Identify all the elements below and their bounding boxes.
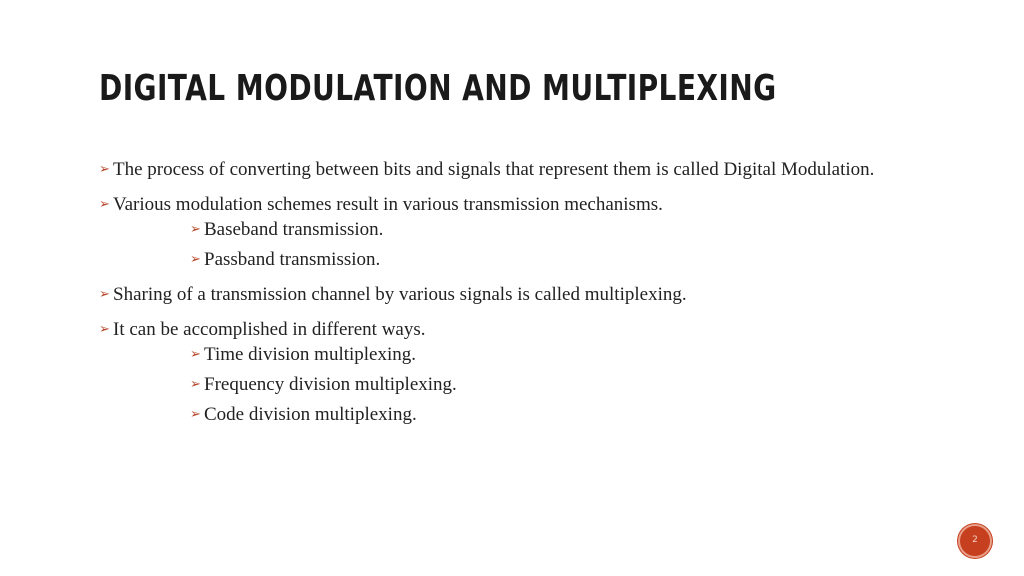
sub-bullet-item xyxy=(190,373,899,396)
arrow-bullet-icon: ➢ xyxy=(190,377,201,392)
sub-bullet-text: Passband transmission. xyxy=(204,249,381,270)
arrow-bullet-icon: ➢ xyxy=(190,222,201,237)
bullet-text: Sharing of a transmission channel by various signals is called multiplexing. xyxy=(113,284,687,305)
arrow-bullet-icon: ➢ xyxy=(190,347,201,362)
bullet-text: The process of converting between bits and signals that represent them is called Digital Modulation. xyxy=(113,159,875,180)
arrow-bullet-icon: ➢ xyxy=(99,162,110,177)
sub-bullet-item xyxy=(190,248,899,271)
sub-bullet-list xyxy=(190,343,899,426)
arrow-bullet-icon: ➢ xyxy=(190,252,201,267)
page-number: 2 xyxy=(972,535,978,545)
sub-bullet-item xyxy=(190,403,899,426)
bullet-item xyxy=(99,318,899,341)
arrow-bullet-icon: ➢ xyxy=(99,322,110,337)
bullet-list xyxy=(99,158,899,433)
arrow-bullet-icon: ➢ xyxy=(99,197,110,212)
bullet-text: Various modulation schemes result in various transmission mechanisms. xyxy=(113,194,663,215)
bullet-item xyxy=(99,158,899,181)
bullet-text: It can be accomplished in different ways. xyxy=(113,319,426,340)
sub-bullet-list xyxy=(190,218,899,271)
arrow-bullet-icon: ➢ xyxy=(99,287,110,302)
arrow-bullet-icon: ➢ xyxy=(190,407,201,422)
sub-bullet-item xyxy=(190,343,899,366)
slide-title: DIGITAL MODULATION AND MULTIPLEXING xyxy=(99,68,777,109)
sub-bullet-text: Time division multiplexing. xyxy=(204,344,417,365)
sub-bullet-text: Frequency division multiplexing. xyxy=(204,374,457,395)
sub-bullet-text: Code division multiplexing. xyxy=(204,404,417,425)
bullet-item xyxy=(99,283,899,306)
sub-bullet-item xyxy=(190,218,899,241)
page-number-badge xyxy=(958,524,992,558)
sub-bullet-text: Baseband transmission. xyxy=(204,219,384,240)
bullet-item xyxy=(99,193,899,216)
